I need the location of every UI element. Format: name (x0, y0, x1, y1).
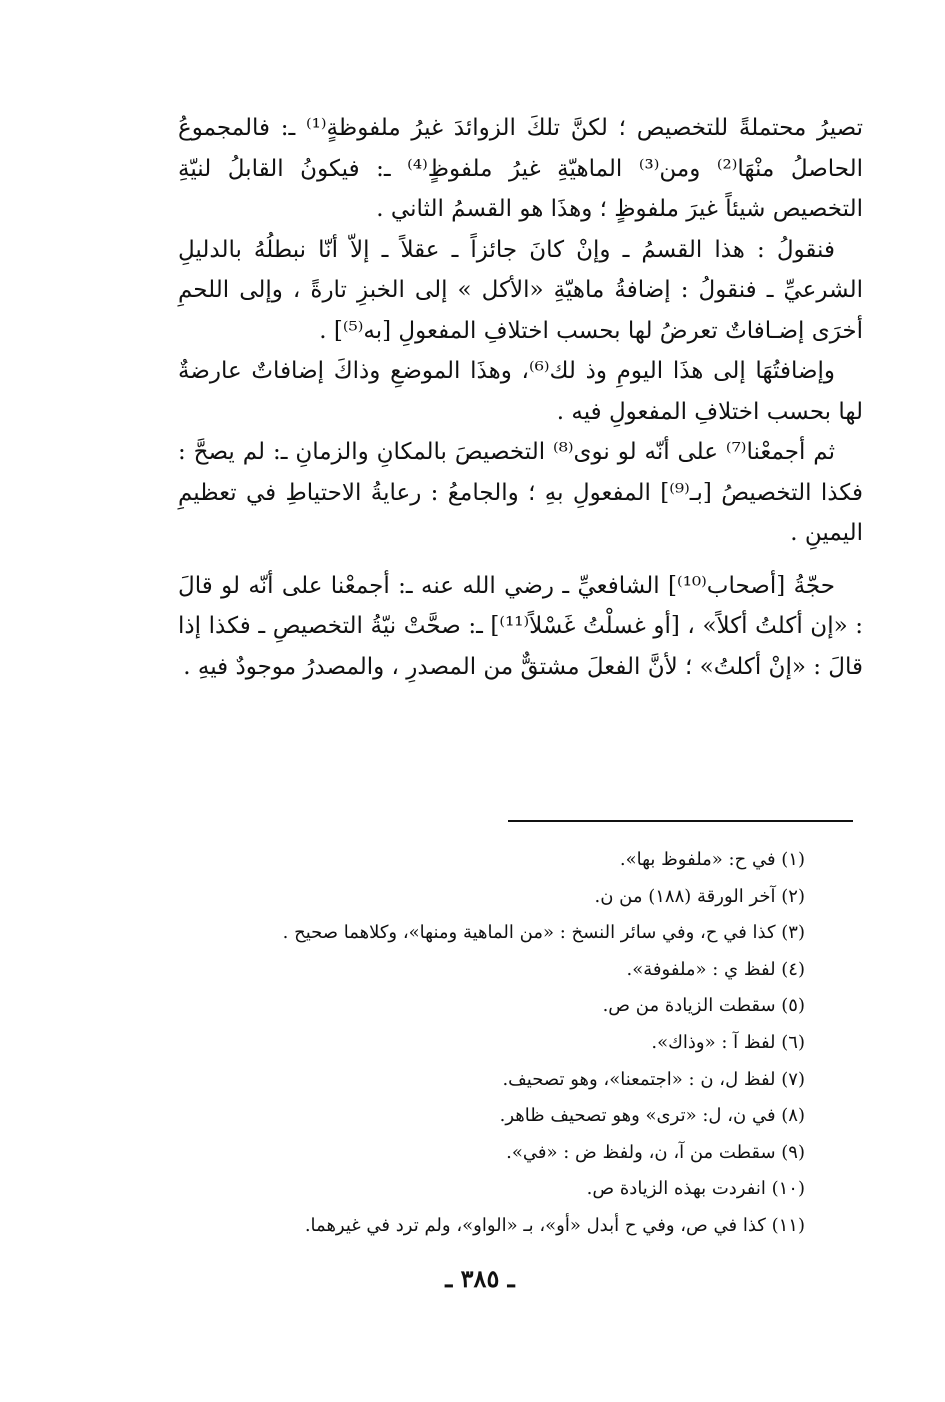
paragraph-5: حجّةُ [أصحاب⁽¹⁰⁾] الشافعيِّ ـ رضي الله عنه ـ: أجمعْنا على أنّه لو قالَ : «إن أكلتُ أكلاً» ، [أو غسلْتُ غَسْلاً⁽¹¹⁾] ـ: صحَّتْ نيّةُ التخصيصِ ـ فكذا إذا قالَ : «إنْ أكلتُ» ؛ لأنَّ الفعلَ مشتقٌّ من المصدرِ ، والمصدرُ موجودٌ فيهِ . (178, 572, 863, 680)
footnote-10: (١٠) انفردت بهذه الزيادة ص. (586, 1178, 805, 1200)
footnote-separator (508, 820, 853, 822)
footnote-8: (٨) في ن، ل: «ترى» وهو تصحيف ظاهر. (499, 1105, 805, 1127)
footnote-11: (١١) كذا في ص، وفي ح أبدل «أو»، بـ «الواو»، ولم ترد في غيرهما. (304, 1214, 805, 1236)
footnote-1: (١) في ح: «ملفوظ بها». (619, 849, 805, 870)
footnote-3: (٣) كذا في ح، وفي سائر النسخ : «من الماهية ومنها»، وكلاهما صحيح . (282, 922, 805, 944)
paragraph-3: وإضافتُهَا إلى هذَا اليومِ وذ لك⁽⁶⁾، وهذَا الموضعِ وذاكَ إضافاتٌ عارضةٌ لها بحسب اختلافِ المفعولِ فيه . (178, 358, 863, 425)
footnote-6: (٦) لفظ آ : «وذاك». (651, 1031, 805, 1053)
page-number: ـ ٣٨٥ ـ (445, 1264, 515, 1293)
paragraph-1: تصيرُ محتملةً للتخصيص ؛ لكنَّ تلكَ الزوائدَ غيرُ ملفوظةٍ⁽¹⁾ ـ: فالمجموعُ الحاصلُ منْهَا⁽²⁾ ومن⁽³⁾ الماهيّةِ غيرُ ملفوظٍ⁽⁴⁾ ـ: فيكونُ القابلُ لنيّةِ التخصيص شيئاً غيرَ ملفوظٍ ؛ وهذَا هو القسمُ الثاني . (178, 115, 864, 222)
footnote-5: (٥) سقطت الزيادة من ص. (602, 995, 805, 1017)
footnotes (200, 842, 805, 1245)
footnote-2: (٢) آخر الورقة (١٨٨) من ن. (594, 885, 805, 907)
footnote-4: (٤) لفظ ي : «ملفوفة». (626, 958, 805, 980)
paragraph-2: فنقولُ : هذا القسمُ ـ وإنْ كانَ جائزاً ـ عقلاً ـ إلاّ أنّا نبطلُهُ بالدليلِ الشرعيِّ ـ فنقولُ : إضافةُ ماهيّةِ «الأكل » إلى الخبزِ تارةً ، وإلى اللحمِ أخرَى إضـافاتٌ تعرضُ لها بحسب اختلافِ المفعولِ [به⁽⁵⁾] . (178, 236, 863, 344)
main-text (178, 108, 863, 687)
paragraph-4: ثم أجمعْنا⁽⁷⁾ على أنّه لو نوى⁽⁸⁾ التخصيصَ بالمكانِ والزمانِ ـ: لم يصحَّ : فكذا التخصيصُ [بـ⁽⁹⁾] المفعولِ بهِ ؛ والجامعُ : رعايةُ الاحتياطِ في تعظيمِ اليمينِ . (178, 439, 863, 546)
footnote-9: (٩) سقطت من آ، ن، ولفظ ض : «في». (506, 1141, 805, 1163)
footnote-7: (٧) لفظ ل، ن : «اجتمعنا»، وهو تصحيف. (502, 1068, 805, 1090)
